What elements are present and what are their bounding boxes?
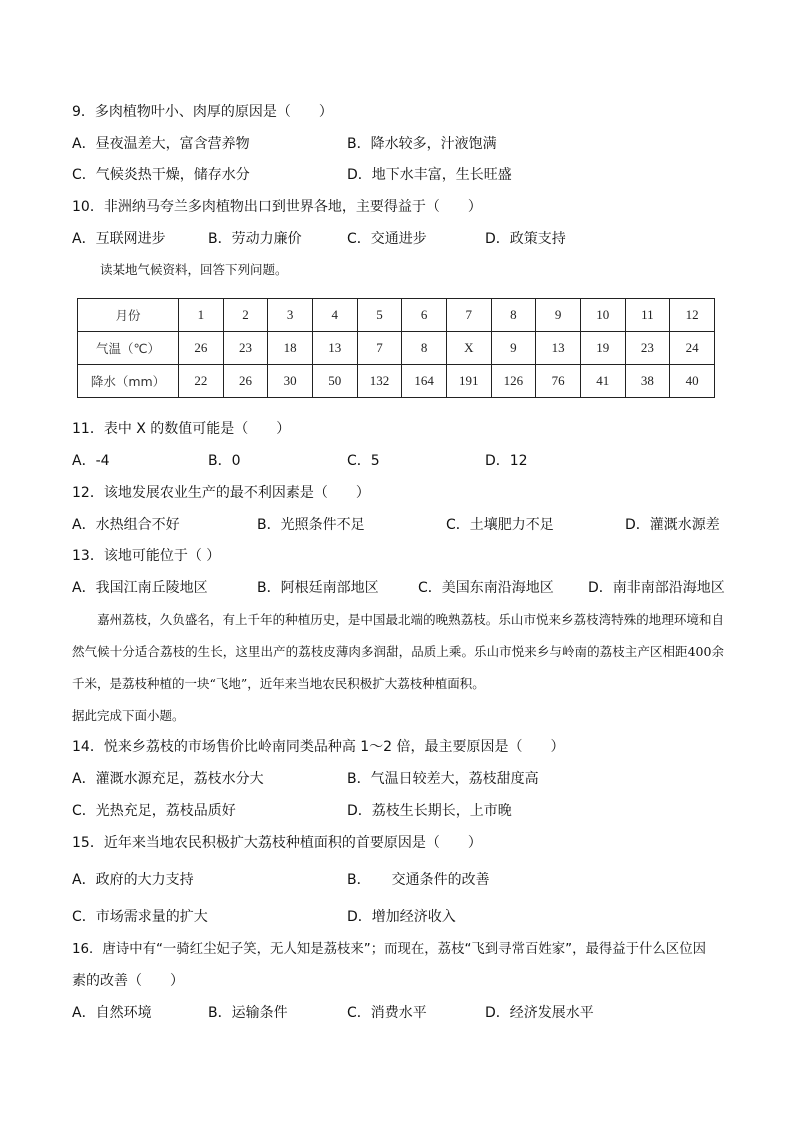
question-16-option-b: B．运输条件: [208, 1005, 288, 1021]
question-12-option-d: D．灌溉水源差: [625, 517, 720, 533]
question-11-stem: 11．表中 X 的数值可能是（ ）: [72, 421, 291, 437]
question-9-option-d: D．地下水丰富，生长旺盛: [347, 167, 512, 183]
table-cell: 50: [312, 365, 357, 398]
table-header-precipitation: 降水（mm）: [78, 365, 179, 398]
question-11-option-d: D．12: [485, 453, 528, 469]
table-cell: 6: [402, 299, 447, 332]
question-10-option-d: D．政策支持: [485, 231, 566, 247]
question-14-stem: 14．悦来乡荔枝的市场售价比岭南同类品种高 1～2 倍，最主要原因是（ ）: [72, 739, 565, 755]
question-14-option-a: A．灌溉水源充足，荔枝水分大: [72, 771, 264, 787]
table-cell: 12: [670, 299, 715, 332]
table-row-precipitation: [78, 365, 715, 398]
question-10-stem: 10．非洲纳马夸兰多肉植物出口到世界各地，主要得益于（ ）: [72, 199, 482, 215]
table-cell: 7: [446, 299, 491, 332]
question-16-option-c: C．消费水平: [347, 1005, 427, 1021]
question-15-option-c: C．市场需求量的扩大: [72, 909, 208, 925]
table-cell: 9: [491, 332, 536, 365]
question-15-option-b: B． 交通条件的改善: [347, 872, 490, 888]
table-cell: 10: [580, 299, 625, 332]
table-cell: 126: [491, 365, 536, 398]
table-cell: 24: [670, 332, 715, 365]
question-13-stem: 13．该地可能位于（ ）: [72, 548, 221, 564]
question-10-option-c: C．交通进步: [347, 231, 427, 247]
table-cell: 19: [580, 332, 625, 365]
question-11-option-b: B．0: [208, 453, 241, 469]
table-cell: 2: [223, 299, 268, 332]
table-cell: 5: [357, 299, 402, 332]
question-10-option-b: B．劳动力廉价: [208, 231, 302, 247]
table-intro: 读某地气候资料，回答下列问题。: [100, 262, 288, 277]
question-13-option-c: C．美国东南沿海地区: [418, 580, 554, 596]
table-cell: X: [446, 332, 491, 365]
question-9-option-c: C．气候炎热干燥，储存水分: [72, 167, 250, 183]
question-13-option-d: D．南非南部沿海地区: [588, 580, 725, 596]
table-cell: 23: [625, 332, 670, 365]
question-13-option-b: B．阿根廷南部地区: [257, 580, 379, 596]
table-cell: 23: [223, 332, 268, 365]
table-cell: 4: [312, 299, 357, 332]
table-cell: 8: [491, 299, 536, 332]
question-16-stem-line-1: 16．唐诗中有“一骑红尘妃子笑，无人知是荔枝来”；而现在，荔枝“飞到寻常百姓家”，最得益于什么区位因: [72, 942, 706, 957]
table-cell: 41: [580, 365, 625, 398]
question-15-option-d: D．增加经济收入: [347, 909, 456, 925]
table-cell: 26: [223, 365, 268, 398]
reading-passage: 嘉州荔枝，久负盛名，有上千年的种植历史，是中国最北端的晚熟荔枝。乐山市悦来乡荔枝湾特殊的地理环境和自然气候十分适合荔枝的生长，这里出产的荔枝皮薄肉多润甜，品质上乘。乐山市悦来乡与岭南的荔枝主产区相距400余千米，是荔枝种植的一块“飞地”，近年来当地农民积极扩大荔枝种植面积。: [72, 612, 724, 691]
question-16-option-a: A．自然环境: [72, 1005, 152, 1021]
table-cell: 164: [402, 365, 447, 398]
table-cell: 38: [625, 365, 670, 398]
table-cell: 7: [357, 332, 402, 365]
passage-instruction: 据此完成下面小题。: [72, 708, 185, 723]
table-cell: 11: [625, 299, 670, 332]
question-12-option-c: C．土壤肥力不足: [446, 517, 554, 533]
table-cell: 26: [179, 332, 224, 365]
question-14-option-b: B．气温日较差大，荔枝甜度高: [347, 771, 539, 787]
question-14-option-d: D．荔枝生长期长，上市晚: [347, 803, 512, 819]
question-12-option-b: B．光照条件不足: [257, 517, 365, 533]
table-cell: 13: [536, 332, 581, 365]
table-cell: 9: [536, 299, 581, 332]
question-9-stem: 9．多肉植物叶小、肉厚的原因是（ ）: [72, 104, 333, 120]
table-cell: 30: [268, 365, 313, 398]
table-header-temperature: 气温（℃）: [78, 332, 179, 365]
question-10-option-a: A．互联网进步: [72, 231, 166, 247]
table-cell: 13: [312, 332, 357, 365]
question-12-option-a: A．水热组合不好: [72, 517, 180, 533]
table-row-month: [78, 299, 715, 332]
question-11-option-c: C．5: [347, 453, 380, 469]
table-cell: 191: [446, 365, 491, 398]
question-15-option-a: A．政府的大力支持: [72, 872, 194, 888]
question-16-option-d: D．经济发展水平: [485, 1005, 594, 1021]
question-13-option-a: A．我国江南丘陵地区: [72, 580, 208, 596]
table-cell: 132: [357, 365, 402, 398]
question-9-option-b: B．降水较多，汁液饱满: [347, 136, 497, 152]
question-14-option-c: C．光热充足，荔枝品质好: [72, 803, 236, 819]
table-cell: 1: [179, 299, 224, 332]
question-12-stem: 12．该地发展农业生产的最不利因素是（ ）: [72, 485, 370, 501]
table-cell: 18: [268, 332, 313, 365]
table-cell: 3: [268, 299, 313, 332]
question-9-option-a: A．昼夜温差大，富含营养物: [72, 136, 250, 152]
question-15-stem: 15．近年来当地农民积极扩大荔枝种植面积的首要原因是（ ）: [72, 835, 482, 851]
table-cell: 8: [402, 332, 447, 365]
table-cell: 76: [536, 365, 581, 398]
question-16-stem-line-2: 素的改善（ ）: [72, 973, 184, 989]
question-11-option-a: A．-4: [72, 453, 110, 469]
table-cell: 22: [179, 365, 224, 398]
table-header-month: 月份: [78, 299, 179, 332]
table-cell: 40: [670, 365, 715, 398]
table-row-temperature: [78, 332, 715, 365]
climate-table: [77, 298, 715, 398]
